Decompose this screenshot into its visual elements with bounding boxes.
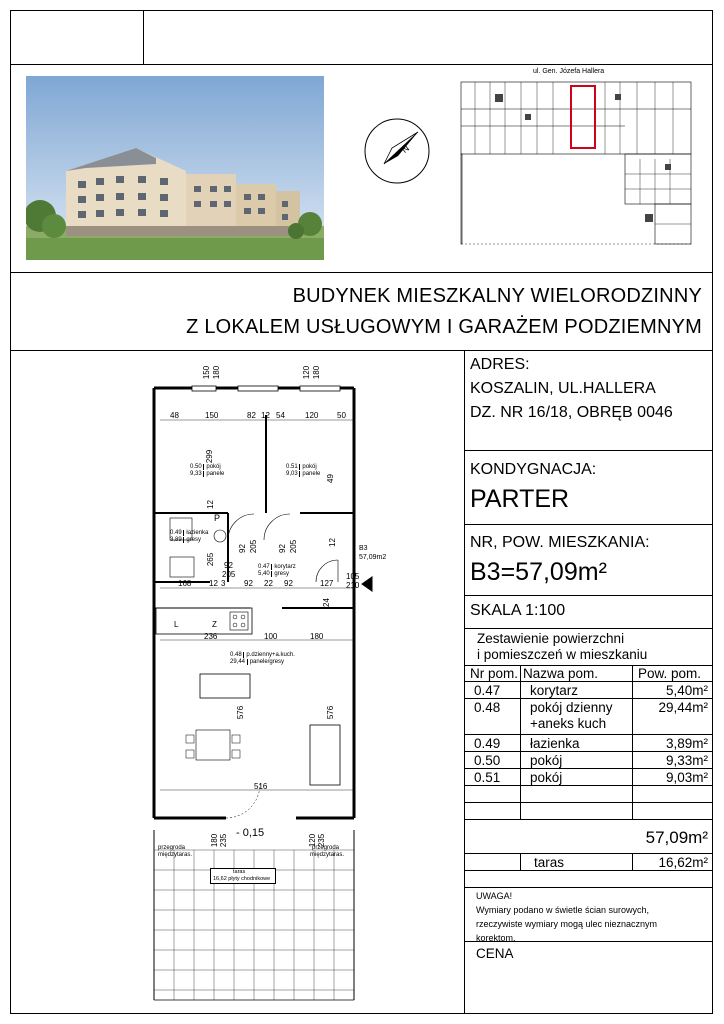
row-050-area: 9,33m²	[665, 753, 708, 768]
dim-3: 3	[221, 579, 226, 588]
kitchen-L: L	[174, 620, 179, 629]
dim-top-180: 180	[212, 365, 222, 380]
floor-label: KONDYGNACJA:	[470, 461, 597, 478]
room-047-name: korytarz	[271, 564, 295, 570]
dim-516: 516	[254, 782, 268, 791]
table-title-line1: Zestawienie powierzchni	[477, 631, 625, 646]
dim-120: 120	[305, 411, 319, 420]
dim-top-120: 120	[302, 365, 312, 380]
dim-205b: 205	[289, 539, 299, 554]
room-049-label	[170, 530, 208, 544]
dim-12a: 12	[205, 500, 215, 509]
dim-235a: 235	[219, 833, 229, 848]
note-line1: Wymiary podano w świetle ścian surowych,	[476, 905, 649, 915]
row-048-area: 29,44m²	[658, 700, 708, 715]
room-048-name: p.dzienny+a.kuch.	[243, 652, 295, 658]
room-048-area: 29,44	[230, 659, 246, 665]
table-header-nr: Nr pom.	[470, 666, 519, 681]
room-050-area: 9,33	[190, 471, 202, 477]
dim-92d: 92	[244, 579, 253, 588]
row-047-area: 5,40m²	[665, 683, 708, 698]
room-047-floor: gresy	[271, 571, 289, 577]
room-050-label	[190, 464, 224, 478]
row-049-area: 3,89m²	[665, 736, 708, 751]
room-049-floor: gresy	[183, 537, 201, 543]
dim-127: 127	[320, 579, 334, 588]
terrace-label-box	[210, 868, 276, 884]
dim-105: 105	[346, 572, 360, 581]
row-047-name: korytarz	[530, 683, 579, 698]
dim-12: 12	[261, 411, 270, 420]
site-plan	[455, 64, 705, 250]
building-title-line1: BUDYNEK MIESZKALNY WIELORODZINNY	[292, 285, 702, 307]
dim-92c: 92	[224, 561, 233, 570]
building-title-line2: Z LOKALEM USŁUGOWYM I GARAŻEM PODZIEMNYM	[186, 316, 702, 338]
dim-50: 50	[337, 411, 346, 420]
note-line3: korektom.	[476, 933, 516, 943]
dim-100: 100	[264, 632, 278, 641]
dim-92b: 92	[277, 544, 287, 553]
room-050-nr: 0.50	[190, 464, 202, 470]
note-title: UWAGA!	[476, 891, 513, 901]
dim-180: 180	[310, 632, 324, 641]
row-048-name: pokój dzienny	[530, 700, 613, 715]
room-049-name: łazienka	[183, 530, 208, 536]
room-049-area: 3,89	[170, 537, 182, 543]
dim-180-bottom: 180	[210, 833, 220, 848]
room-048-nr: 0.48	[230, 652, 242, 658]
terrace-label: taras	[534, 855, 565, 870]
apt-area: 57,09m2	[359, 554, 387, 561]
dim-265: 265	[206, 552, 216, 567]
apartment-label: NR, POW. MIESZKANIA:	[470, 534, 650, 551]
room-051-area: 9,03	[286, 471, 298, 477]
dim-205a: 205	[249, 539, 259, 554]
room-047-label	[258, 564, 296, 578]
note-line2: rzeczywiste wymiary mogą ulec nieznacznym	[476, 919, 658, 929]
bath-P: P	[214, 513, 221, 523]
dim-top-150: 150	[202, 365, 212, 380]
room-048-floor: panele/gresy	[247, 659, 284, 665]
address-line1: KOSZALIN, UL.HALLERA	[470, 380, 656, 397]
row-051-area: 9,03m²	[665, 770, 708, 785]
dim-54: 54	[276, 411, 285, 420]
dim-top-180b: 180	[312, 365, 322, 380]
row-051-name: pokój	[530, 770, 563, 785]
scale-label: SKALA 1:100	[470, 602, 566, 619]
table-header-name: Nazwa pom.	[523, 666, 599, 681]
dim-120-bottom: 120	[308, 833, 318, 848]
room-047-nr: 0.47	[258, 564, 270, 570]
terrace-area: 16,62m²	[658, 855, 708, 870]
plan-terrace-2: 16,62 płyty chodnikowe	[213, 876, 271, 882]
dim-236: 236	[204, 632, 218, 641]
partition-right-2: międzytaras.	[310, 852, 345, 858]
apt-code: B3	[359, 545, 368, 552]
dim-210: 210	[346, 581, 360, 590]
address-line2: DZ. NR 16/18, OBRĘB 0046	[470, 404, 673, 421]
dim-576b: 576	[326, 705, 336, 720]
dim-24: 24	[321, 598, 331, 607]
room-051-floor: panele	[299, 471, 320, 477]
room-047-area: 5,40	[258, 571, 270, 577]
floor-value: PARTER	[470, 485, 570, 513]
compass-letter: N	[399, 143, 411, 155]
dim-168: 168	[178, 579, 192, 588]
level-mark: - 0,15	[236, 827, 265, 839]
address-label: ADRES:	[470, 356, 530, 373]
row-047-nr: 0.47	[474, 683, 501, 698]
dim-92a: 92	[237, 544, 247, 553]
room-049-nr: 0.49	[170, 530, 182, 536]
room-050-name: pokój	[203, 464, 220, 470]
row-048-name2: +aneks kuch	[530, 716, 607, 731]
room-051-label	[286, 464, 320, 478]
row-050-name: pokój	[530, 753, 563, 768]
room-051-nr: 0.51	[286, 464, 298, 470]
site-street-label: ul. Gen. Józefa Hallera	[533, 68, 605, 75]
room-048-label	[230, 652, 295, 666]
dim-299: 299	[205, 449, 215, 464]
kitchen-Z: Z	[212, 620, 217, 629]
price-label: CENA	[476, 946, 514, 961]
dim-576a: 576	[236, 705, 246, 720]
dim-49: 49	[325, 474, 335, 483]
room-050-floor: panele	[203, 471, 224, 477]
table-header-area: Pow. pom.	[638, 666, 702, 681]
row-049-nr: 0.49	[474, 736, 501, 751]
dim-22: 22	[264, 579, 273, 588]
dim-48: 48	[170, 411, 179, 420]
partition-left-2: międzytaras.	[158, 852, 193, 858]
row-049-name: łazienka	[530, 736, 580, 751]
dim-12c: 12	[209, 579, 218, 588]
apartment-value: B3=57,09m²	[470, 558, 607, 586]
partition-left-1: przegroda	[158, 845, 186, 851]
dim-82: 82	[247, 411, 256, 420]
total-area: 57,09m²	[645, 828, 708, 847]
dim-150: 150	[205, 411, 219, 420]
row-048-nr: 0.48	[474, 700, 501, 715]
dim-92e: 92	[284, 579, 293, 588]
dim-235b: 235	[317, 833, 327, 848]
dim-12b: 12	[327, 538, 337, 547]
row-050-nr: 0.50	[474, 753, 501, 768]
table-title-line2: i pomieszczeń w mieszkaniu	[477, 647, 648, 662]
dim-205c: 205	[222, 570, 236, 579]
partition-right-1: przegroda	[312, 845, 340, 851]
room-051-name: pokój	[299, 464, 316, 470]
row-051-nr: 0.51	[474, 770, 501, 785]
plan-terrace-1: taras	[233, 869, 246, 875]
